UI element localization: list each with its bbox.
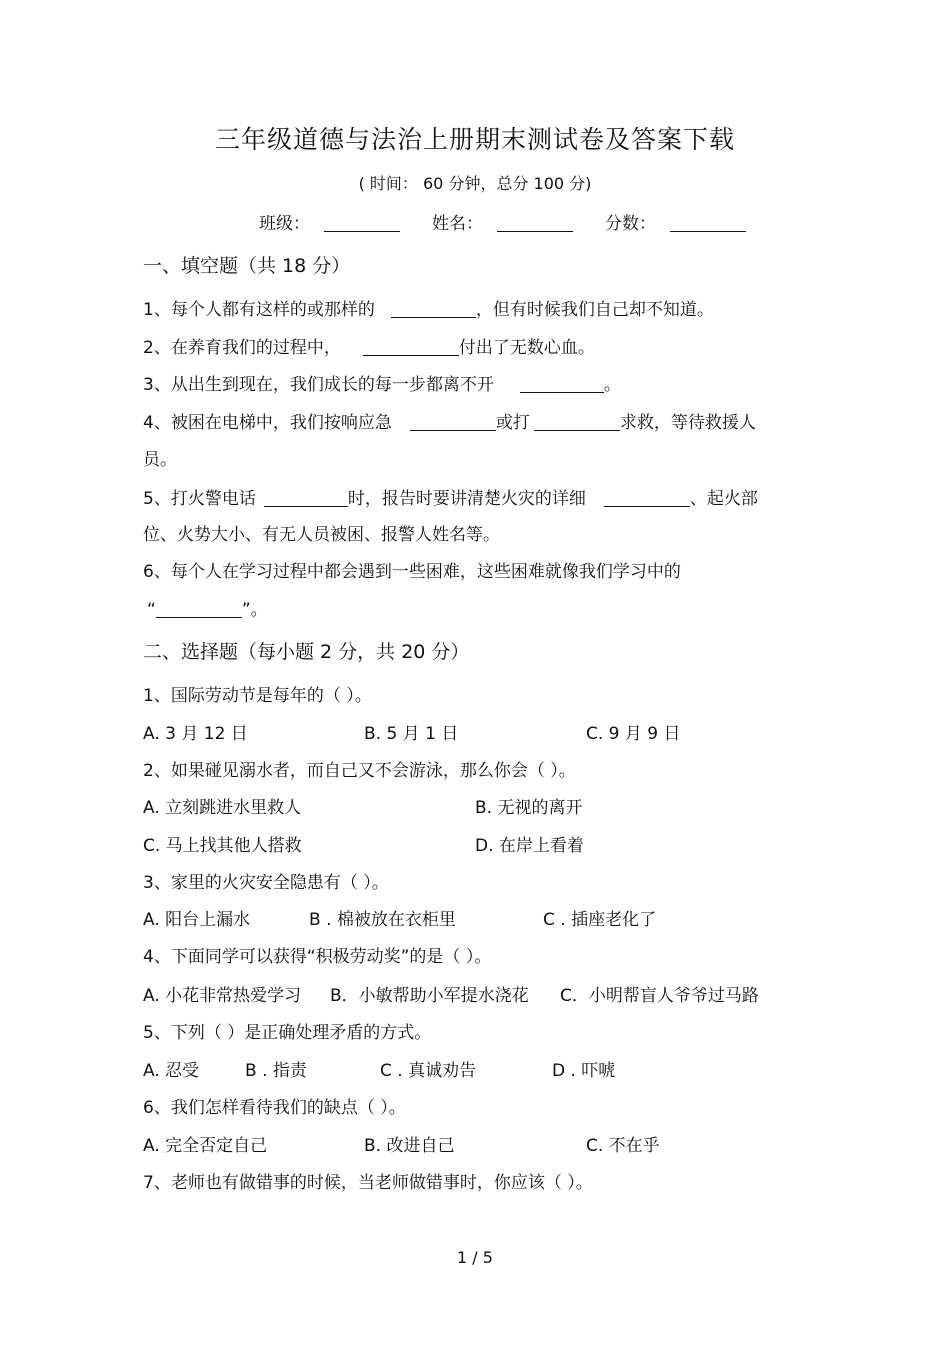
s2-q2-stem: 2、如果碰见溺水者，而自己又不会游泳，那么你会（ ）。 xyxy=(143,761,576,781)
document-title: 三年级道德与法治上册期末测试卷及答案下载 xyxy=(214,125,735,154)
s1-q6-open-quote: “ xyxy=(147,600,156,620)
s2-q5-option-b[interactable]: B . 指责 xyxy=(245,1061,307,1081)
s2-q4-option-a[interactable]: A. 小花非常热爱学习 xyxy=(143,986,302,1006)
s1-q2-text-a: 2、在养育我们的过程中， xyxy=(143,338,341,358)
s1-q3-blank[interactable] xyxy=(520,376,604,393)
s2-q5-stem: 5、下列（ ）是正确处理矛盾的方式。 xyxy=(143,1023,432,1043)
page-number: 1 / 5 xyxy=(457,1248,493,1267)
s2-q1-stem: 1、国际劳动节是每年的（ ）。 xyxy=(143,686,372,706)
s1-question-1 xyxy=(143,301,714,319)
s2-q6-option-c[interactable]: C. 不在乎 xyxy=(586,1136,660,1156)
s2-q2-option-c[interactable]: C. 马上找其他人搭救 xyxy=(143,836,302,856)
s1-q6-close: ”。 xyxy=(241,600,268,620)
s1-q1-blank[interactable] xyxy=(391,301,476,318)
s2-q3-option-a[interactable]: A. 阳台上漏水 xyxy=(143,910,251,930)
name-blank[interactable] xyxy=(497,215,573,232)
exam-time-info: ( 时间： 60 分钟，总分 100 分) xyxy=(358,174,592,193)
s1-q4-text-a: 4、被困在电梯中，我们按响应急 xyxy=(143,413,392,433)
class-field xyxy=(259,215,400,233)
s2-q1-option-a[interactable]: A. 3 月 12 日 xyxy=(143,724,248,744)
s2-q1-option-b[interactable]: B. 5 月 1 日 xyxy=(364,724,459,744)
s1-q4-blank-1[interactable] xyxy=(410,414,496,431)
class-label: 班级： xyxy=(259,214,310,234)
s2-q7-stem: 7、老师也有做错事的时候，当老师做错事时，你应该（ ）。 xyxy=(143,1173,593,1193)
s2-q5-option-c[interactable]: C . 真诚劝告 xyxy=(380,1061,477,1081)
s1-q2-text-b: 付出了无数心血。 xyxy=(458,338,595,358)
section2-heading: 二、选择题（每小题 2 分，共 20 分） xyxy=(143,641,470,663)
s1-q4-text-c: 求救，等待救援人 xyxy=(619,413,756,433)
s2-q2-option-b[interactable]: B. 无视的离开 xyxy=(475,798,583,818)
s1-q4-blank-2[interactable] xyxy=(534,414,620,431)
s1-question-5-cont: 位、火势大小、有无人员被困、报警人姓名等。 xyxy=(143,525,500,545)
s1-q3-text-a: 3、从出生到现在，我们成长的每一步都离不开 xyxy=(143,375,494,395)
s1-question-3 xyxy=(143,376,621,394)
s1-question-6-cont xyxy=(147,601,268,619)
s2-q6-option-a[interactable]: A. 完全否定自己 xyxy=(143,1136,268,1156)
s1-q6-blank[interactable] xyxy=(156,601,242,618)
s1-question-4-cont: 员。 xyxy=(143,450,177,470)
s2-q4-stem: 4、下面同学可以获得“积极劳动奖”的是（ ）。 xyxy=(143,947,492,967)
s2-q5-option-d[interactable]: D . 吓唬 xyxy=(552,1061,616,1081)
s1-q1-text-b: ，但有时候我们自己却不知道。 xyxy=(475,300,714,320)
s2-q2-option-a[interactable]: A. 立刻跳进水里救人 xyxy=(143,798,302,818)
name-label: 姓名： xyxy=(432,214,483,234)
s1-q3-text-b: 。 xyxy=(603,375,621,395)
s2-q4-option-b[interactable]: B．小敏帮助小军提水浇花 xyxy=(330,986,529,1006)
s2-q3-option-c[interactable]: C . 插座老化了 xyxy=(543,910,657,930)
score-label: 分数： xyxy=(605,214,656,234)
s2-q6-option-b[interactable]: B. 改进自己 xyxy=(364,1136,455,1156)
s1-q1-text-a: 1、每个人都有这样的或那样的 xyxy=(143,300,375,320)
s1-q5-text-b: 时，报告时要讲清楚火灾的详细 xyxy=(347,489,586,509)
s1-question-5 xyxy=(143,490,758,508)
name-field xyxy=(432,215,573,233)
s2-q6-stem: 6、我们怎样看待我们的缺点（ ）。 xyxy=(143,1098,406,1118)
s1-q5-blank-1[interactable] xyxy=(264,490,348,507)
s1-q5-blank-2[interactable] xyxy=(604,490,690,507)
score-field xyxy=(605,215,746,233)
s1-q4-text-b: 或打 xyxy=(495,413,530,433)
s1-q5-text-a: 5、打火警电话 xyxy=(143,489,256,509)
s2-q5-option-a[interactable]: A. 忍受 xyxy=(143,1061,200,1081)
score-blank[interactable] xyxy=(670,215,746,232)
s1-question-4 xyxy=(143,414,756,432)
s2-q1-option-c[interactable]: C. 9 月 9 日 xyxy=(586,724,681,744)
s1-question-6: 6、每个人在学习过程中都会遇到一些困难，这些困难就像我们学习中的 xyxy=(143,562,681,582)
s1-question-2 xyxy=(143,339,595,357)
s2-q4-option-c[interactable]: C．小明帮盲人爷爷过马路 xyxy=(560,986,759,1006)
s1-q5-text-c: 、起火部 xyxy=(689,489,758,509)
section1-heading: 一、填空题（共 18 分） xyxy=(143,255,351,277)
s1-q2-blank[interactable] xyxy=(363,339,459,356)
class-blank[interactable] xyxy=(324,215,400,232)
s2-q3-option-b[interactable]: B . 棉被放在衣柜里 xyxy=(309,910,456,930)
s2-q2-option-d[interactable]: D. 在岸上看着 xyxy=(475,836,584,856)
s2-q3-stem: 3、家里的火灾安全隐患有（ ）。 xyxy=(143,873,389,893)
